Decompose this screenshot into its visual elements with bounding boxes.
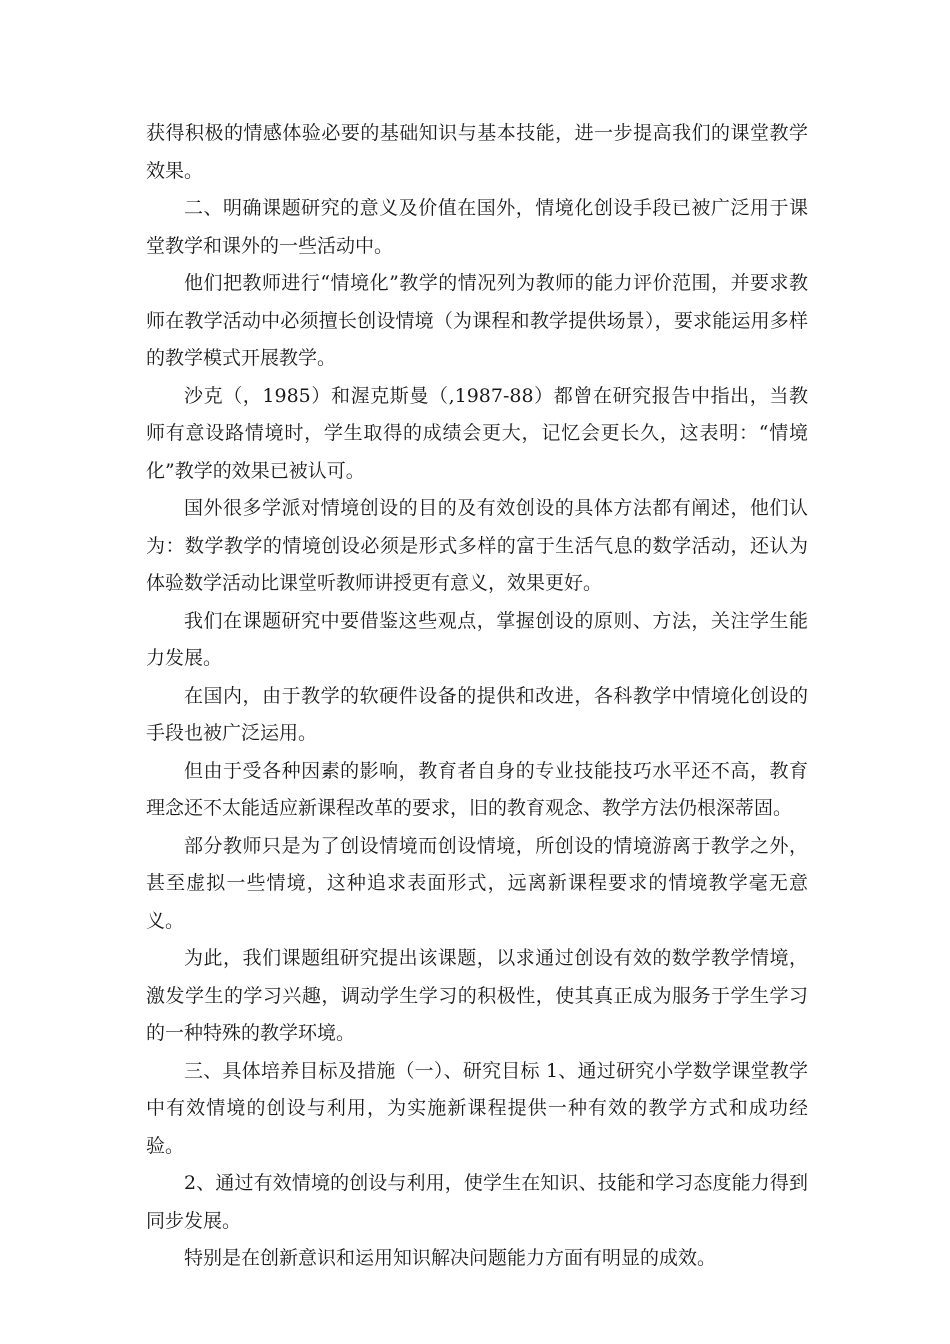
paragraph: 为此，我们课题组研究提出该课题，以求通过创设有效的数学教学情境，激发学生的学习兴趣，调动学生学习的积极性，使其真正成为服务于学生学习的一种特殊的教学环境。 [146,947,808,1044]
paragraph: 他们把教师进行“情境化”教学的情况列为教师的能力评价范围，并要求教师在教学活动中必须擅长创设情境（为课程和教学提供场景），要求能运用多样的教学模式开展教学。 [146,272,808,369]
paragraph: 我们在课题研究中要借鉴这些观点，掌握创设的原则、方法，关注学生能力发展。 [146,609,808,669]
paragraph: 在国内，由于教学的软硬件设备的提供和改进，各科教学中情境化创设的手段也被广泛运用。 [146,684,808,744]
paragraph: 沙克（，1985）和渥克斯曼（,1987-88）都曾在研究报告中指出，当教师有意设路情境时，学生取得的成绩会更大，记忆会更长久，这表明：“情境化”教学的效果已被认可。 [146,384,808,482]
paragraph: 部分教师只是为了创设情境而创设情境，所创设的情境游离于教学之外，甚至虚拟一些情境，这种追求表面形式，远离新课程要求的情境教学毫无意义。 [146,834,808,932]
paragraph-continuation: 获得积极的情感体验必要的基础知识与基本技能，进一步提高我们的课堂教学效果。 [146,122,808,182]
paragraph: 国外很多学派对情境创设的目的及有效创设的具体方法都有阐述，他们认为：数学教学的情境创设必须是形式多样的富于生活气息的数学活动，还认为体验数学活动比课堂听教师讲授更有意义，效果更好。 [146,497,808,594]
paragraph: 特别是在创新意识和运用知识解决问题能力方面有明显的成效。 [184,1247,717,1269]
document-body [146,115,808,1278]
paragraph: 但由于受各种因素的影响，教育者自身的专业技能技巧水平还不高，教育理念还不太能适应新课程改革的要求，旧的教育观念、教学方法仍根深蒂固。 [146,759,808,819]
paragraph: 2、通过有效情境的创设与利用，使学生在知识、技能和学习态度能力得到同步发展。 [146,1172,808,1232]
paragraph-section-three: 三、具体培养目标及措施（一）、研究目标 1、通过研究小学数学课堂教学中有效情境的创设与利用，为实施新课程提供一种有效的教学方式和成功经验。 [146,1059,808,1157]
paragraph-section-two: 二、明确课题研究的意义及价值在国外，情境化创设手段已被广泛用于课堂教学和课外的一些活动中。 [146,197,808,257]
